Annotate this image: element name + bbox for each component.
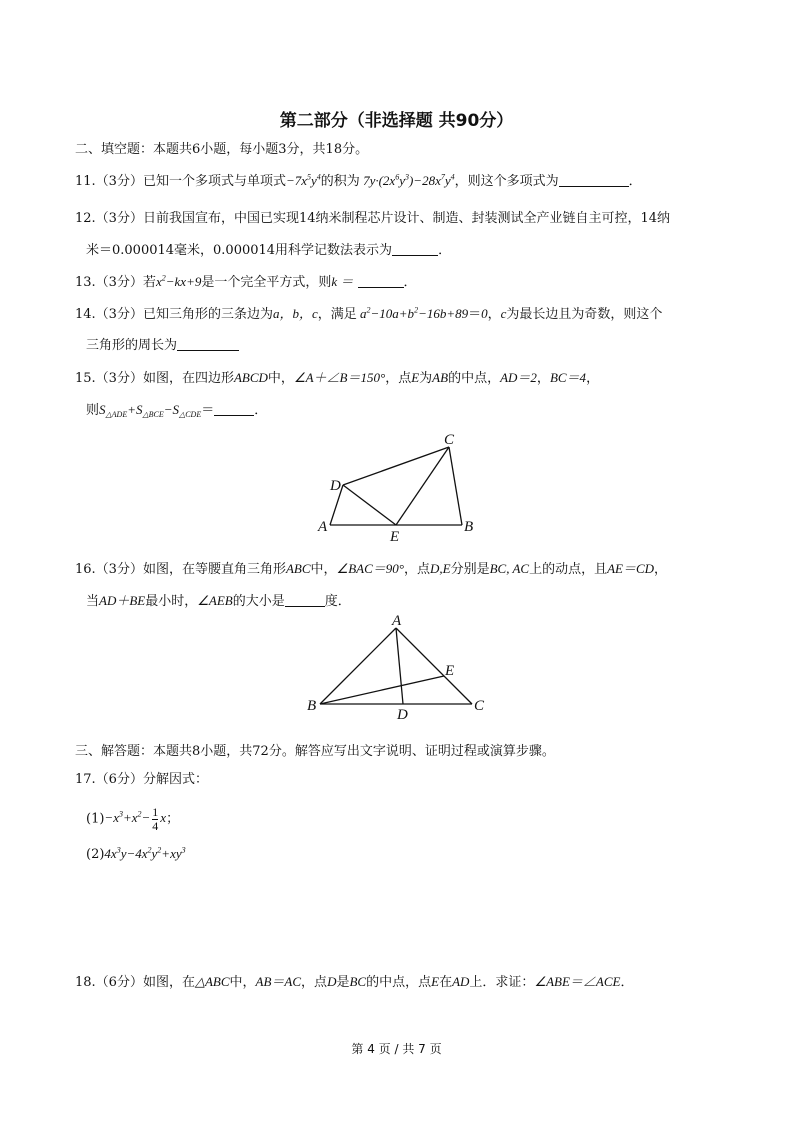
q15-label-c: C — [444, 432, 455, 448]
q11-answer-blank[interactable] — [559, 172, 629, 187]
question-18 — [75, 972, 633, 993]
question-15-line2 — [86, 400, 267, 421]
q16-text-e: 上的动点，且 — [529, 562, 608, 577]
q16-text-c: ，点 — [403, 562, 430, 577]
q17-p2-label: (2) — [86, 847, 105, 862]
q18-text-c: ，点 — [301, 975, 328, 990]
question-16-line2 — [86, 591, 351, 612]
q16-segments: BC, AC — [489, 561, 530, 576]
q18-triangle: △ABC — [194, 974, 230, 989]
q16-segment-ac — [396, 628, 472, 704]
q18-text-a: 如图，在 — [142, 975, 195, 990]
q15-segment-cb — [449, 447, 462, 525]
question-11 — [75, 171, 642, 192]
q18-text-d: 是 — [336, 975, 350, 990]
q16-line2-d: 度． — [324, 594, 351, 609]
q16-label-e: E — [445, 663, 455, 679]
q15-text-d: 为 — [419, 371, 433, 386]
question-15-line1 — [75, 368, 599, 389]
q16-line2-a: 当 — [86, 594, 100, 609]
q15-quad: ABCD — [233, 370, 268, 385]
q15-label-e: E — [390, 529, 400, 545]
q16-answer-blank[interactable] — [285, 592, 325, 607]
q15-segment-ec — [396, 447, 449, 525]
q16-sum: AD＋BE — [99, 593, 146, 608]
q15-seg-ab: AB — [432, 370, 449, 385]
q16-points: D,E — [429, 561, 451, 576]
q14-number: 14.（3分） — [75, 307, 143, 322]
q16-line2-c: 的大小是 — [232, 594, 285, 609]
q17-p1-label: (1) — [86, 811, 105, 827]
q18-text-e: 的中点，点 — [366, 975, 432, 990]
question-12-line1 — [75, 209, 670, 229]
q13-expression: $x^2-kx+9$ — [155, 273, 202, 289]
q18-equality: AB＝AC — [255, 974, 302, 989]
q16-text-d: 分别是 — [450, 562, 490, 577]
q16-label-b: B — [307, 698, 317, 714]
q12-line1: 日前我国宣布，中国已实现14纳米制程芯片设计、制造、封装测试全产业链自主可控，14纳 — [142, 211, 671, 226]
q16-label-c: C — [474, 698, 485, 714]
q15-area-expression: $S_{\triangle ADE}+S_{\triangle BCE}-S_{\triangle CDE}=$ — [99, 402, 215, 419]
q15-label-d: D — [330, 478, 341, 494]
q14-answer-blank[interactable] — [177, 336, 239, 351]
q16-angle-aeb: ∠AEB — [197, 593, 233, 608]
q11-number: 11.（3分） — [75, 174, 143, 189]
q18-point-d: D — [327, 974, 337, 989]
q14-text-a: 已知三角形的三条边为 — [142, 307, 273, 322]
q16-segment-ad — [396, 628, 403, 704]
q15-sep: ， — [536, 371, 550, 386]
q12-answer-blank[interactable] — [392, 241, 438, 256]
q13-answer-blank[interactable] — [358, 273, 404, 288]
q16-segment-be — [320, 676, 444, 704]
question-12-line2 — [86, 241, 451, 261]
q18-goal: ∠ABE＝∠ACE — [534, 974, 621, 989]
q12-line2: 米＝0.000014毫米，0.000014用科学记数法表示为 — [86, 243, 393, 258]
q13-text-b: 是一个完全平方式，则 — [201, 275, 332, 290]
q11-end: ． — [628, 174, 642, 189]
q16-number: 16.（3分） — [75, 562, 143, 577]
q17-text: 分解因式： — [142, 772, 208, 787]
q15-text-c: ，点 — [385, 371, 412, 386]
q15-segment-dc — [343, 447, 449, 485]
q15-figure — [310, 428, 485, 546]
q11-text-a: 已知一个多项式与单项式 — [142, 174, 286, 189]
q16-condition: AE＝CD — [607, 561, 655, 576]
q13-end: ． — [403, 275, 417, 290]
page-footer: 第 4 页 / 共 7 页 — [351, 1042, 442, 1056]
q14-sides: a，b，c — [272, 306, 318, 321]
q16-label-a: A — [392, 613, 402, 629]
q15-angle: ∠A＋∠B＝150° — [293, 370, 386, 385]
q16-figure — [300, 612, 500, 720]
q18-text-g: 上．求证： — [469, 975, 535, 990]
q15-text-e: 的中点， — [448, 371, 501, 386]
q16-segment-ba — [320, 628, 396, 704]
q12-end: ． — [438, 243, 452, 258]
question-14-line1 — [75, 304, 662, 325]
q15-label-a: A — [318, 519, 328, 535]
q11-text-b: 的积为 — [320, 174, 360, 189]
q16-text-b: 中， — [310, 562, 337, 577]
q16-text-a: 如图，在等腰直角三角形 — [142, 562, 286, 577]
section-title: 第二部分（非选择题 共90分） — [279, 111, 514, 131]
q15-ad: AD＝2 — [500, 370, 537, 385]
q15-bc: BC＝4 — [549, 370, 587, 385]
q13-k-equals: k ＝ — [331, 274, 354, 289]
section3-header: 三、解答题：本题共8小题，共72分。解答应写出文字说明、证明过程或演算步骤。 — [75, 744, 555, 759]
q12-number: 12.（3分） — [75, 211, 143, 226]
q13-text-a: 若 — [142, 275, 156, 290]
question-13 — [75, 272, 417, 293]
section2-header: 二、填空题：本题共6小题，每小题3分，共18分。 — [75, 142, 369, 157]
q16-text-f: ， — [654, 562, 668, 577]
q14-text-c: ， — [487, 307, 501, 322]
q11-text-c: ，则这个多项式为 — [454, 174, 559, 189]
q17-number: 17.（6分） — [75, 772, 143, 787]
q15-line2: 则 — [86, 403, 100, 418]
q17-p1-expression: $-x^3+x^2-$ $\frac{1}{4}$ x — [104, 805, 167, 833]
q15-text-f: ， — [586, 371, 600, 386]
q18-text-f: 在 — [439, 975, 453, 990]
q18-seg-bc: BC — [349, 974, 367, 989]
q17-part-2 — [86, 844, 186, 865]
q18-seg-ad: AD — [452, 974, 470, 989]
q17-part-1 — [86, 806, 179, 833]
q16-triangle: ABC — [285, 561, 311, 576]
q16-angle: ∠BAC＝90° — [336, 561, 404, 576]
question-16-line1 — [75, 559, 667, 580]
question-17 — [75, 770, 208, 790]
q14-c-var: c — [500, 306, 507, 321]
q18-end: ． — [620, 975, 634, 990]
q15-label-b: B — [464, 519, 474, 535]
q13-number: 13.（3分） — [75, 275, 143, 290]
q18-number: 18.（6分） — [75, 975, 143, 990]
q14-line2: 三角形的周长为 — [86, 338, 178, 353]
q16-line2-b: 最小时， — [145, 594, 198, 609]
q15-segment-de — [343, 485, 396, 525]
q15-end: ． — [254, 403, 268, 418]
q15-point-e: E — [411, 370, 420, 385]
q18-text-b: 中， — [229, 975, 256, 990]
q17-p2-expression: $4x^3y-4x^2y^2+xy^3$ — [104, 845, 186, 861]
q17-p1-end: ； — [166, 811, 180, 827]
q15-number: 15.（3分） — [75, 371, 143, 386]
q11-monomial: $-7x^5y^4$ — [285, 172, 321, 188]
q15-text-b: 中， — [267, 371, 294, 386]
q16-label-d: D — [397, 707, 408, 720]
q15-text-a: 如图，在四边形 — [142, 371, 234, 386]
question-14-line2 — [86, 336, 239, 356]
q14-text-b: ，满足 — [317, 307, 357, 322]
q14-text-d: 为最长边且为奇数，则这个 — [506, 307, 663, 322]
q15-answer-blank[interactable] — [214, 401, 254, 416]
q18-point-e: E — [431, 974, 440, 989]
q11-product: $7y\cdot(2x^6y^3)-28x^7y^4$ — [359, 172, 455, 188]
q14-condition: $a^2-10a+b^2-16b+89=0$ — [356, 305, 488, 321]
